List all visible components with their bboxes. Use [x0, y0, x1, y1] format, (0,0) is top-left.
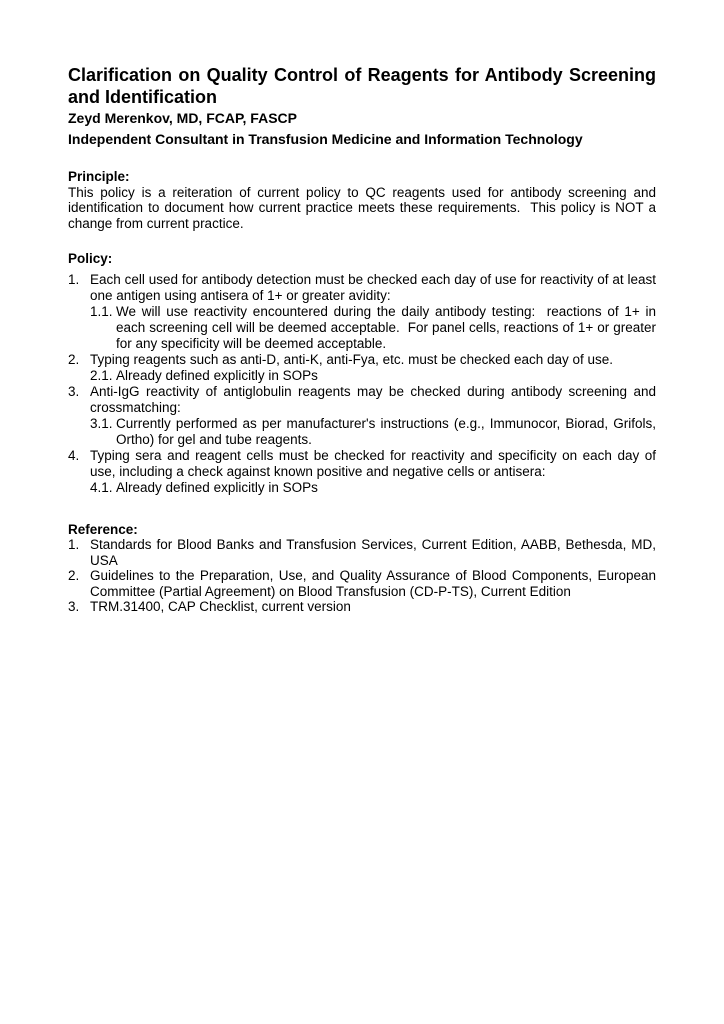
policy-item-2-number: 2.	[68, 351, 80, 367]
policy-item-4-text: Typing sera and reagent cells must be checked for reactivity and specificity on each day of use, including a check against known positive and negative cells or antisera:	[90, 447, 660, 479]
policy-item-1-text: Each cell used for antibody detection must be checked each day of use for reactivity of at least one antigen using antisera of 1+ or greater avidity:	[90, 271, 660, 303]
policy-subitem-3-1-text: Currently performed as per manufacturer's instructions (e.g., Immunocor, Biorad, Grifols, Ortho) for gel and tube reagents.	[116, 415, 660, 447]
policy-item-4-number: 4.	[68, 447, 80, 463]
policy-subitem-4-1	[90, 480, 656, 496]
policy-subitem-1-1-number: 1.1.	[90, 303, 113, 319]
policy-item-1-number: 1.	[68, 271, 80, 287]
policy-item-3-text: Anti-IgG reactivity of antiglobulin reagents may be checked during antibody screening and crossmatching:	[90, 383, 660, 415]
policy-subitem-3-1-number: 3.1.	[90, 415, 113, 431]
reference-item-2	[68, 568, 660, 599]
policy-subitem-1-1	[90, 303, 660, 352]
reference-item-3-text: TRM.31400, CAP Checklist, current version	[90, 599, 351, 614]
policy-subitem-2-1	[90, 368, 656, 384]
reference-heading: Reference:	[68, 521, 138, 537]
reference-item-1-number: 1.	[68, 537, 80, 552]
policy-item-2	[68, 352, 656, 384]
policy-item-2-text: Typing reagents such as anti-D, anti-K, anti-Fya, etc. must be checked each day of use.	[90, 351, 614, 367]
reference-list	[68, 537, 660, 615]
document-title: Clarification on Quality Control of Reagents for Antibody Screening and Identification	[68, 65, 656, 107]
policy-item-3-number: 3.	[68, 383, 80, 399]
policy-subitem-3-1	[90, 415, 660, 448]
author-name: Zeyd Merenkov, MD, FCAP, FASCP	[68, 110, 297, 126]
policy-subitem-4-1-text: Already defined explicitly in SOPs	[116, 479, 318, 495]
principle-body: This policy is a reiteration of current policy to QC reagents used for antibody screening and identification to document how current practice meets these requirements. This policy is NOT a change from current practice.	[68, 184, 660, 231]
policy-subitem-1-1-text: We will use reactivity encountered during the daily antibody testing: reactions of 1+ in each screening cell will be deemed acceptable. For panel cells, reactions of 1+ or greater for any specificity will be deemed acceptable.	[116, 303, 660, 351]
policy-item-1	[68, 271, 660, 352]
policy-list	[68, 271, 660, 496]
reference-item-1-text: Standards for Blood Banks and Transfusion Services, Current Edition, AABB, Bethesda, MD, USA	[90, 537, 660, 568]
reference-item-2-number: 2.	[68, 568, 80, 583]
policy-item-3	[68, 383, 660, 448]
reference-item-2-text: Guidelines to the Preparation, Use, and Quality Assurance of Blood Components, European Committee (Partial Agreement) on Blood Transfusion (CD-P-TS), Current Edition	[90, 568, 660, 599]
policy-subitem-4-1-number: 4.1.	[90, 479, 113, 495]
policy-item-4	[68, 447, 660, 496]
policy-subitem-2-1-number: 2.1.	[90, 367, 113, 383]
reference-item-3-number: 3.	[68, 599, 80, 614]
reference-item-1	[68, 537, 660, 568]
policy-heading: Policy:	[68, 251, 113, 266]
author-role: Independent Consultant in Transfusion Medicine and Information Technology	[68, 131, 583, 147]
reference-item-3	[68, 599, 656, 615]
principle-heading: Principle:	[68, 169, 130, 184]
policy-subitem-2-1-text: Already defined explicitly in SOPs	[116, 367, 318, 383]
